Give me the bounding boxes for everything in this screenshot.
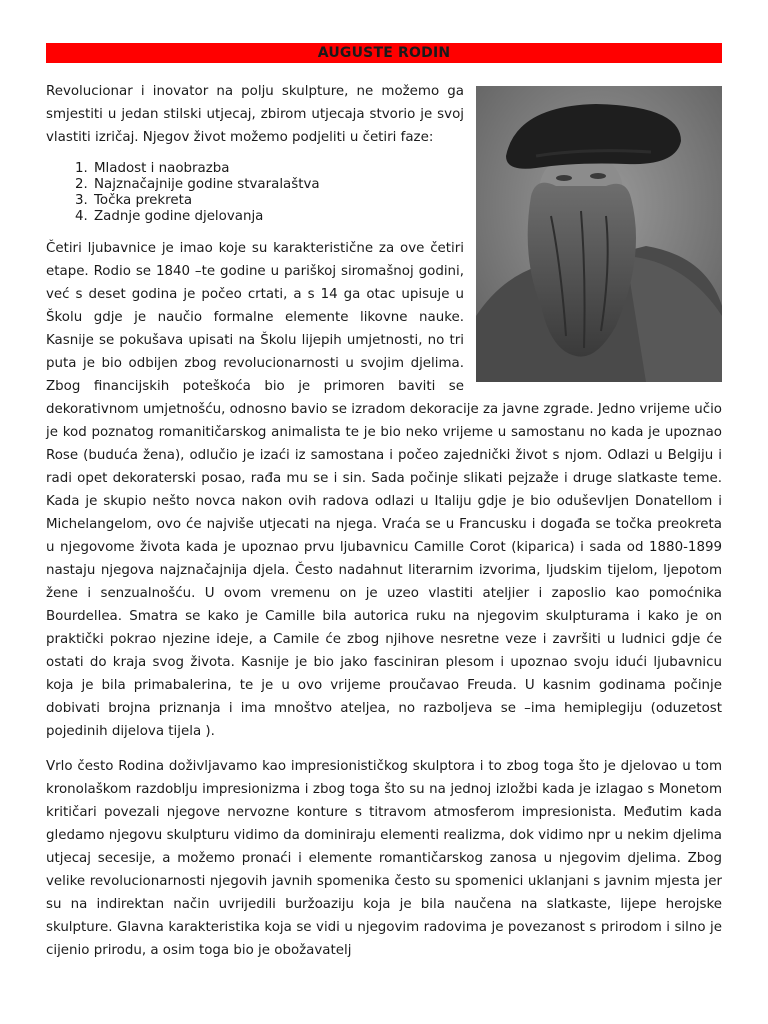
list-item: 3. Točka prekreta — [92, 193, 722, 209]
list-item: 4. Zadnje godine djelovanja — [92, 209, 722, 225]
style-paragraph: Vrlo često Rodina doživljavamo kao impresionističkog skulptora i to zbog toga što je djelovao u tom kronolaškom razdoblju impresionizma i zbog toga što su na jednoj izložbi kada je izlagao s Monetom kritičari povezali njegove nervozne konture s titravom atmosferom impresionista. Međutim kada gledamo njegovu skulpturu vidimo da dominiraju elementi realizma, dok vidimo npr u nekim djelima utjecaj secesije, a možemo pronaći i elemente romantičarskog zanosa u njegovim djelima. Zbog velike revolucionarnosti njegovih javnih spomenika često su spomenici uklanjani s javnim mjesta jer su na indirektan način uvrijedili buržoaziju koja je bila naučena na slatkaste, lijepe herojske skulpture. Glavna karakteristika koja se vidi u njegovim radovima je povezanost s prirodom i silno je cijenio prirodu, a osim toga bio je obožavatelj — [46, 759, 722, 958]
portrait-photo — [476, 86, 722, 382]
document-title: AUGUSTE RODIN — [46, 43, 722, 63]
portrait-photo-icon — [476, 86, 722, 382]
intro-paragraph: Revolucionar i inovator na polju skulpture, ne možemo ga smjestiti u jedan stilski utjecaj, zbirom utjecaja stvorio je svoj vlastiti izričaj. Njegov život možemo podjeliti u četiri faze: — [46, 84, 464, 145]
biography-paragraph: Četiri ljubavnice je imao koje su karakteristične za ove četiri etape. Rodio se 1840 –te godine u pariškoj siromašnoj godini, već s deset godina je počeo crtati, a s 14 ga otac upisuje u Školu gdje je naučio formalne elemente likovne nauke. Kasnije se pokušava upisati na Školu lijepih umjetnosti, no tri puta je bio odbijen zbog revolucionarnosti u svojim djelima. Zbog financijskih poteškoća bio je primoren baviti se dekorativnom umjetnošću, odnosno bavio se izradom dekoracije za javne zgrade. Jedno vrijeme učio je kod poznatog romanitičarskog animalista te je bio neko vrijeme u samostanu no kada je upoznao Rose (buduća žena), odlučio je izaći iz samostana i počeo zajednički život s njom. Odlazi u Belgiju i radi opet dekoraterski posao, rađa mu se i sin. Sada počinje slikati pejzaže i druge slatkaste teme. Kada je skupio nešto novca nakon ovih radova odlazi u Italiju gdje je bio oduševljen Donatellom i Michelangelom, ovo će najviše utjecati na njega. Vraća se u Francusku i događa se točka preokreta u njegovome života kada je upoznao prvu ljubavnicu Camille Corot (kiparica) i sada od 1880-1899 nastaju njegova najznačajnija djela. Često nadahnut literarnim izvorima, ljudskim tijelom, ljepotom žene i senzualnošću. U ovom vremenu on je uzeo vlastiti ateljier i zaposlio kao pomoćnika Bourdellea. Smatra se kako je Camille bila autorica ruku na njegovim skulpturama i kako je on praktički pokrao njezine ideje, a Camile će zbog njihove nesretne veze i završiti u ludnici gdje će ostati do kraja svog života. Kasnije je bio jako fasciniran plesom i upoznao svoju idući ljubavnicu koja je bila primabalerina, te je u ovo vrijeme proučavao Freuda. U kasnim godinama počinje dobivati brojna priznanja i ima mnoštvo ateljea, no razboljeva se –ima hemiplegiju (oduzetost pojedinih dijelova tijela ). — [46, 241, 722, 739]
document-body — [46, 80, 722, 962]
list-item: 1. Mladost i naobrazba — [92, 161, 722, 177]
list-item: 2. Najznačajnije godine stvaralaštva — [92, 177, 722, 193]
